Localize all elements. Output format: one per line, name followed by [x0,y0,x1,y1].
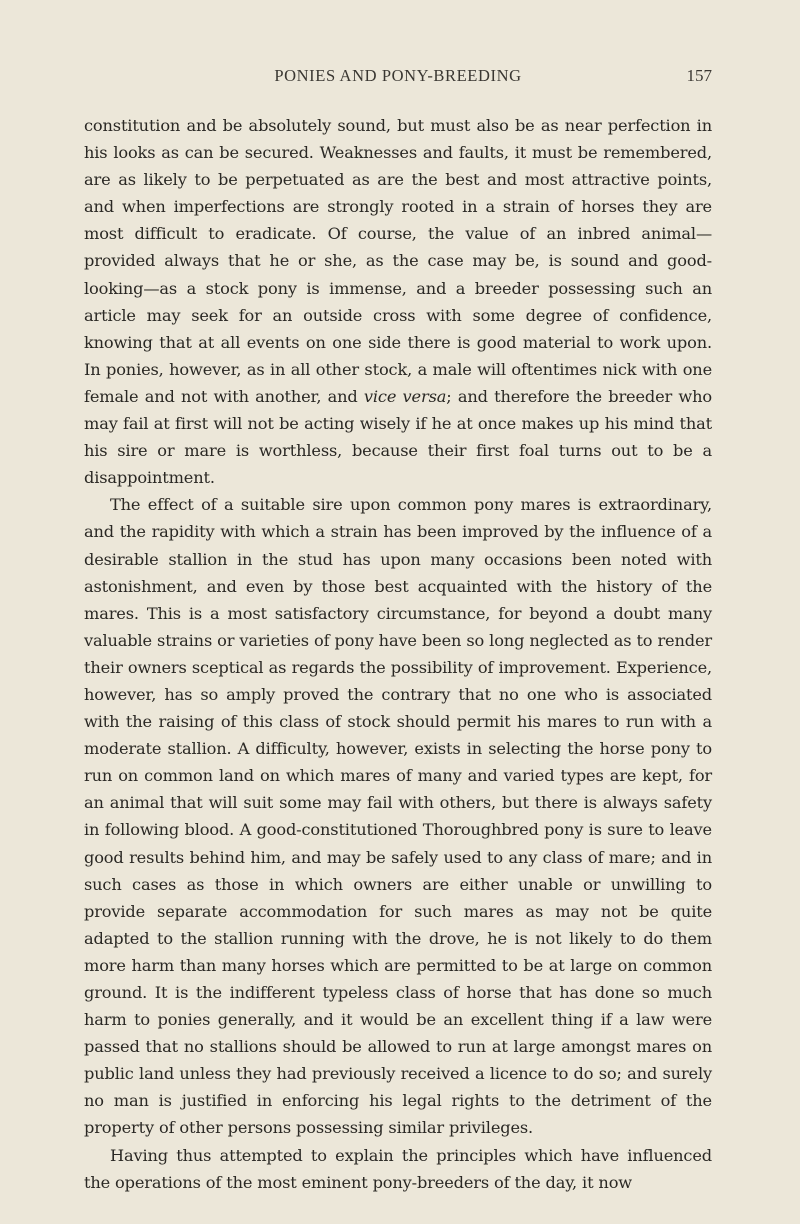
paragraph [84,1142,712,1196]
running-title: PONIES AND PONY-BREEDING [274,66,522,85]
text-run: constitution and be absolutely sound, but must also be as near perfection in his looks as can be secured. Weaknesses and faults, it must be remembered, are as likely to be perpetuated as are the best and most attractive points, and when imperfections are strongly rooted in a strain of horses they are most difficult to eradicate. Of course, the value of an inbred animal—provided always that he or she, as the case may be, is sound and good-looking—as a stock pony is immense, and a breeder possessing such an article may seek for an outside cross with some degree of confidence, knowing that at all events on one side there is good material to work upon. In ponies, however, as in all other stock, a male will oftentimes nick with one female and not with another, and [84,116,712,406]
paragraph [84,491,712,1141]
text-run: ; and therefore the breeder who may fail at first will not be acting wisely if he at once makes up his mind that his sire or mare is worthless, because their first foal turns out to be a disappointment. [84,386,712,488]
text-run: Having thus attempted to explain the principles which have influenced the operations of the most eminent pony-breeders of the day, it now [84,1145,712,1192]
body-text [84,112,712,1196]
italic-phrase: vice versa [363,386,447,406]
running-head [84,66,712,90]
page-number: 157 [686,66,712,85]
paragraph [84,112,712,491]
text-run: The effect of a suitable sire upon common pony mares is extraordinary, and the rapidity with which a strain has been improved by the influence of a desirable stallion in the stud has upon many occasions been noted with astonishment, and even by those best acquainted with the history of the mares. This is a most satisfactory circumstance, for beyond a doubt many valuable strains or varieties of pony have been so long neglected as to render their owners sceptical as regards the possibility of improvement. Experience, however, has so amply proved the contrary that no one who is associated with the raising of this class of stock should permit his mares to run with a moderate stallion. A difficulty, however, exists in selecting the horse pony to run on common land on which mares of many and varied types are kept, for an animal that will suit some may fail with others, but there is always safety in following blood. A good-constitutioned Thoroughbred pony is sure to leave good results behind him, and may be safely used to any class of mare; and in such cases as those in which owners are either unable or unwilling to provide separate accommodation for such mares as may not be quite adapted to the stallion running with the drove, he is not likely to do them more harm than many horses which are permitted to be at large on common ground. It is the indifferent typeless class of horse that has done so much harm to ponies generally, and it would be an excellent thing if a law were passed that no stallions should be allowed to run at large amongst mares on public land unless they had previously received a licence to do so; and surely no man is justified in enforcing his legal rights to the detriment of the property of other persons possessing similar privileges. [84,495,712,1138]
